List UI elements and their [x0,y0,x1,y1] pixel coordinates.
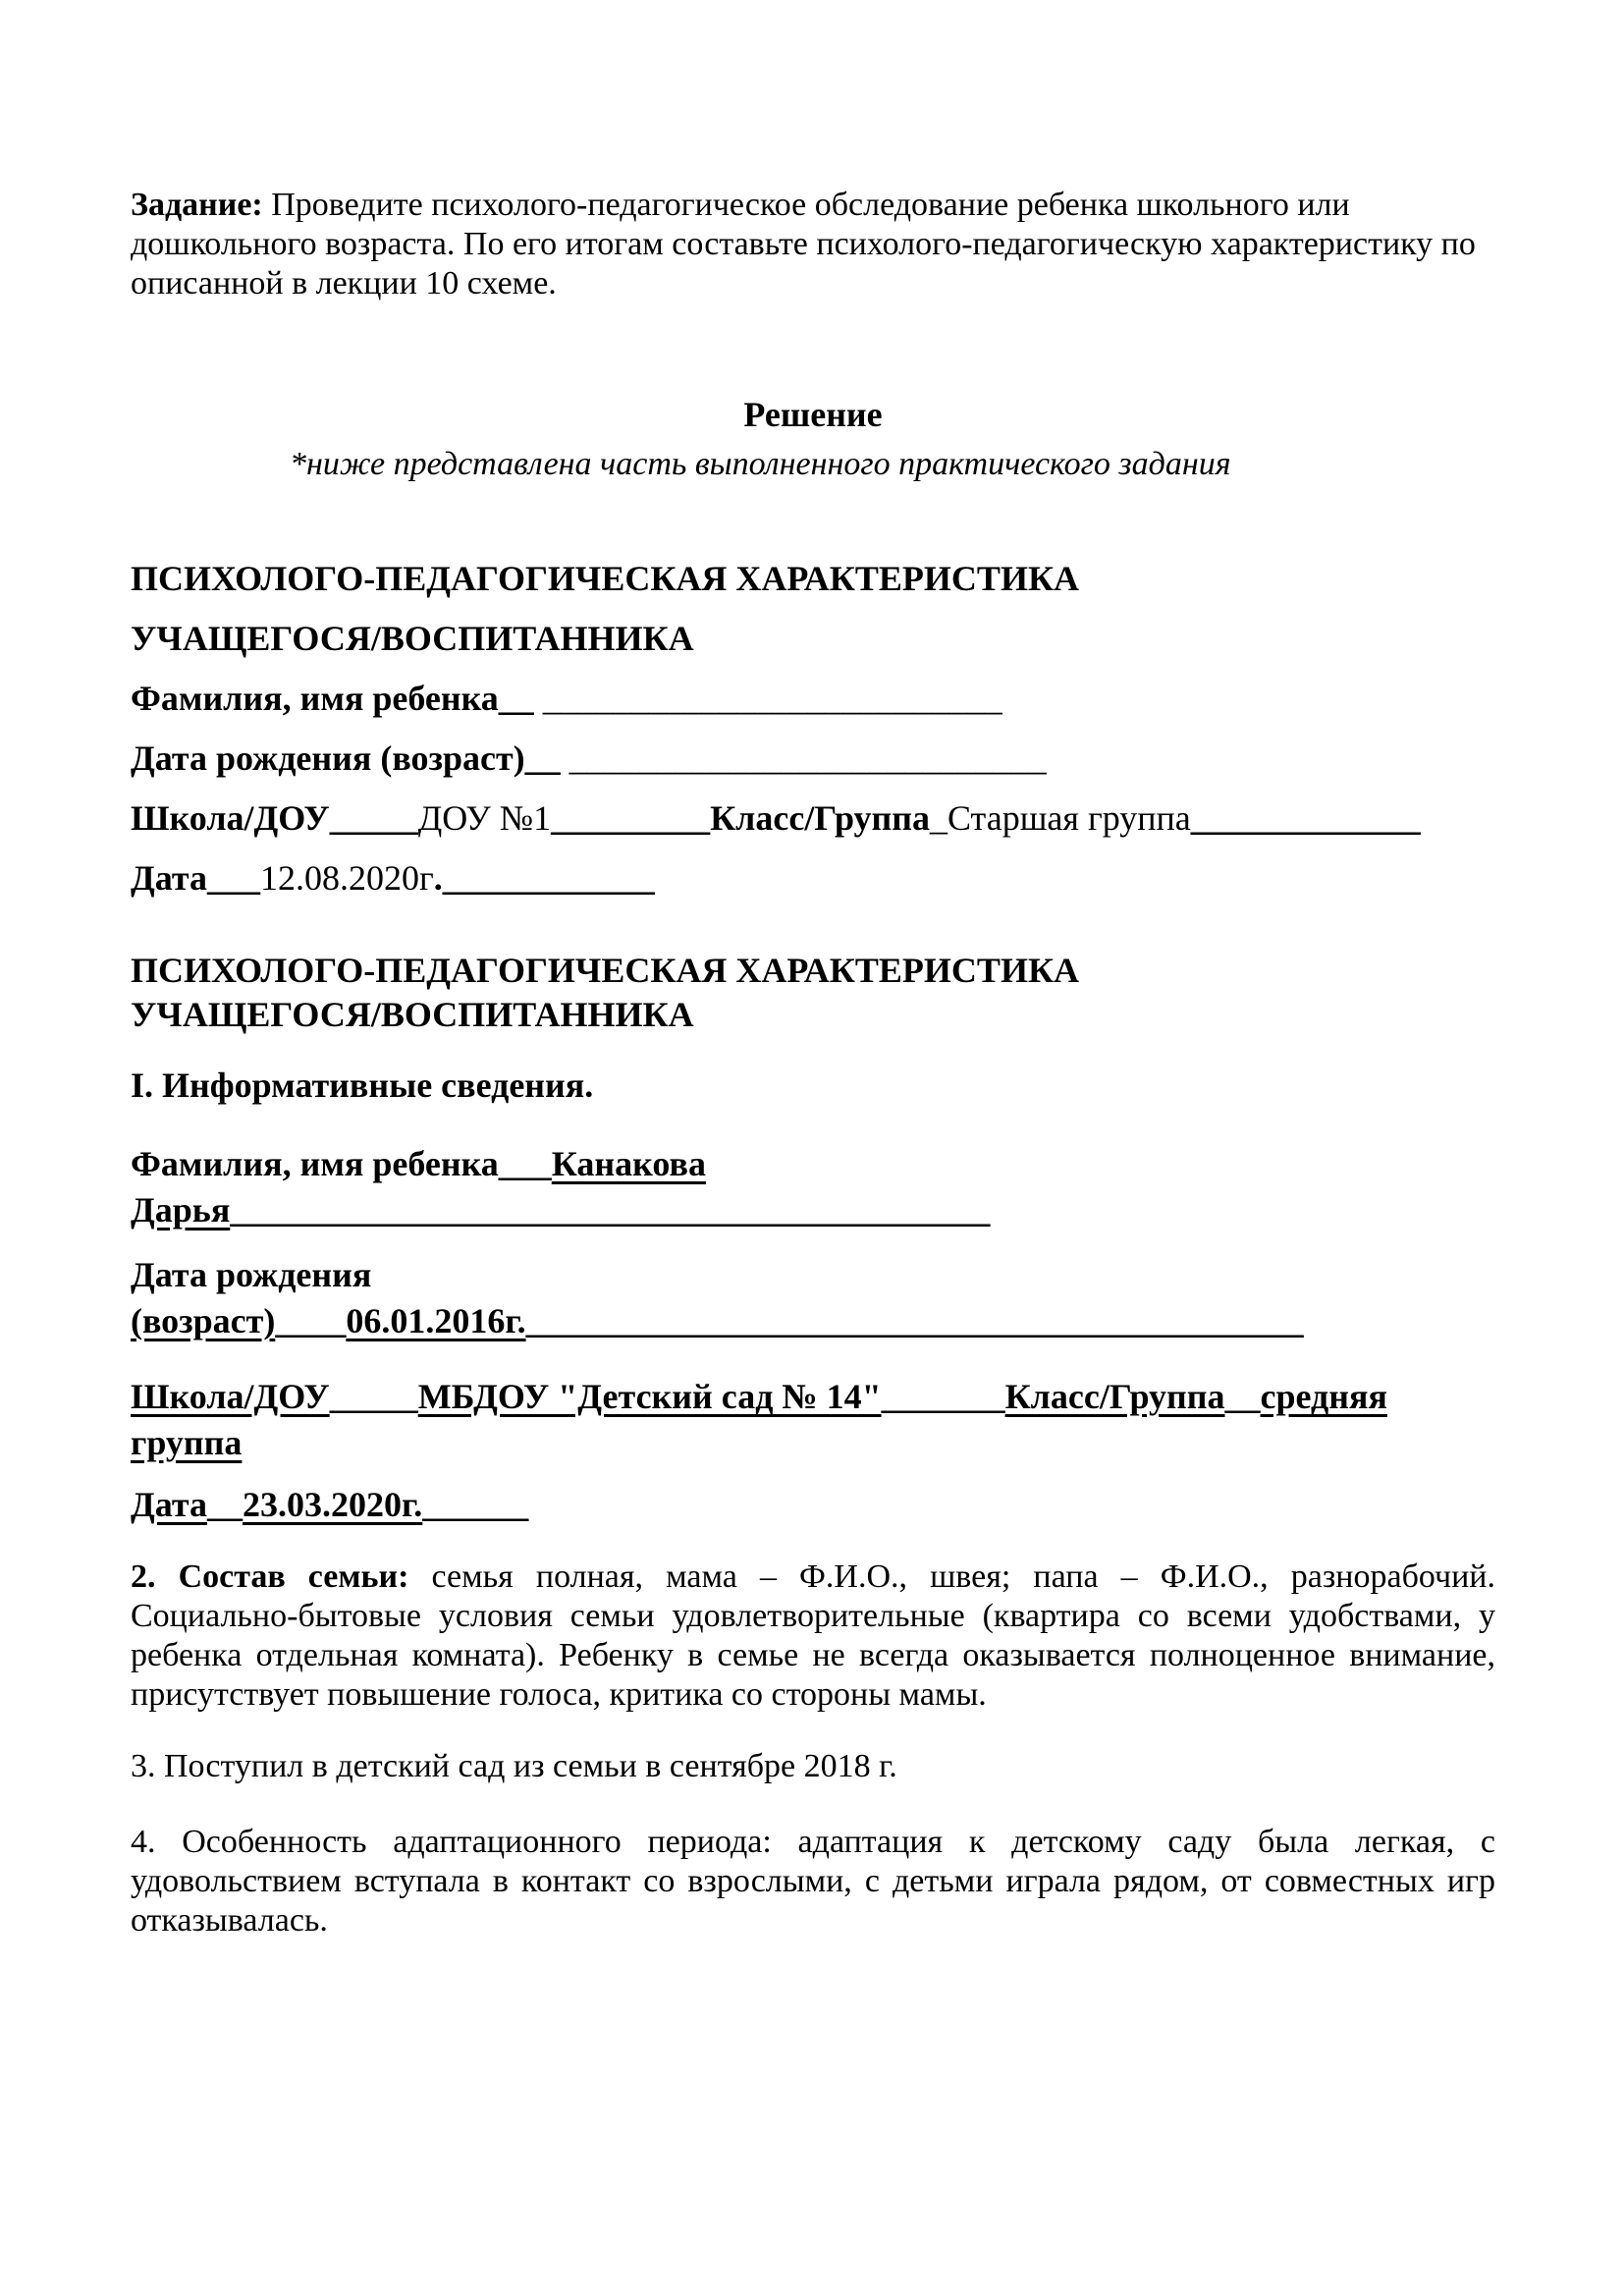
form2-date-value: 23.03.2020г. [242,1485,423,1524]
form1-class-label: Класс/Группа [710,798,931,838]
section1-title: I. Информативные сведения. [131,1066,594,1105]
form2-name-second: Дарья [131,1190,231,1230]
enrollment-paragraph: 3. Поступил в детский сад из семьи в сентябре 2018 г. [131,1748,897,1784]
family-paragraph [131,1558,1495,1715]
form2-dob-value: 06.01.2016г. [346,1301,526,1340]
form1-date-blank: .____________ [433,858,655,898]
form1-name-line [131,669,1495,729]
form2-class-value2: группа [131,1423,243,1462]
form1-title-line1: ПСИХОЛОГО-ПЕДАГОГИЧЕСКАЯ ХАРАКТЕРИСТИКА [131,559,1080,598]
form2-name-gap: ___ [498,1144,552,1183]
form1-school-label: Школа/ДОУ [131,798,330,838]
form1-name-label: Фамилия, имя ребенка [131,679,499,718]
form2-school-gap2: _______ [881,1377,1005,1416]
form2-dob-blank: ____________________________________________ [525,1301,1304,1340]
family-paragraph-text: семья полная, мама – Ф.И.О., швея; папа – Ф.И.О., разнорабочий. Социально-бытовые условия семьи удовлетворительные (квартира со всеми удобствами, у ребенка отдельная комната). Ребенку в семье не всегда оказывается полноценное внимание, присутствует повышение голоса, критика со стороны мамы. [131,1558,1495,1713]
form2-name-blank: ___________________________________________ [230,1190,991,1230]
form2-class-value1: средняя [1260,1377,1387,1416]
form2-class-gap: __ [1224,1377,1261,1416]
task-label: Задание: [131,187,263,223]
form1-school-line [131,789,1495,848]
adaptation-paragraph: 4. Особенность адаптационного периода: адаптация к детскому саду была легкая, с удовольствием вступала в контакт со взрослыми, с детьми играла рядом, от совместных игр отказывалась. [131,1824,1495,1939]
solution-heading: Решение [743,395,883,434]
form2-dob-label1: Дата рождения [131,1255,372,1294]
form1-school-gap2: _________ [551,798,711,838]
form2-title-line2: УЧАЩЕГОСЯ/ВОСПИТАННИКА [131,995,694,1034]
form1-title-line2: УЧАЩЕГОСЯ/ВОСПИТАННИКА [131,619,694,658]
form1-name-gap: __ [498,679,543,718]
form2-title-line1: ПСИХОЛОГО-ПЕДАГОГИЧЕСКАЯ ХАРАКТЕРИСТИКА [131,951,1080,990]
form2-date-blank: ______ [422,1485,529,1524]
form1-name-blank: __________________________ [542,679,1002,718]
form1-dob-label: Дата рождения (возраст) [131,738,525,778]
form2-school-label: Школа/ДОУ [131,1377,330,1416]
form2-name-first: Канакова [551,1144,706,1183]
form2-dob-line [131,1252,1495,1344]
form2-dob-gap: ____ [275,1301,347,1340]
form1-class-value: Старшая группа [947,798,1191,838]
form1-school-gap: _____ [329,798,418,838]
form1-dob-gap: __ [524,738,569,778]
form2-class-label: Класс/Группа [1004,1377,1225,1416]
form2-name-line [131,1141,1495,1233]
form2-date-line [131,1482,1495,1528]
solution-note: *ниже представлена часть выполненного практического задания [290,446,1231,482]
form2-school-gap: _____ [329,1377,418,1416]
family-paragraph-label: 2. Состав семьи: [131,1558,409,1595]
form1-dob-blank: ___________________________ [568,738,1047,778]
form2-date-label: Дата [131,1485,207,1524]
form1-class-gap: _ [930,798,948,838]
form1-date-label: Дата [131,858,207,898]
form1-school-value: ДОУ №1 [417,798,552,838]
form2-name-label: Фамилия, имя ребенка [131,1144,499,1183]
form1-class-blank: _____________ [1190,798,1421,838]
form2-date-gap: __ [206,1485,243,1524]
form2-dob-label2: (возраст) [131,1301,276,1340]
form2-school-value: МБДОУ "Детский сад № 14" [417,1377,882,1416]
task-text: Проведите психолого-педагогическое обследование ребенка школьного или дошкольного возраста. По его итогам составьте психолого-педагогическую характеристику по описанной в лекции 10 схеме. [131,187,1476,301]
form1-block [131,549,1495,908]
form1-dob-line [131,729,1495,789]
form2-title-block [131,949,1495,1037]
form1-date-line [131,848,1495,908]
form1-date-value: 12.08.2020г [259,858,434,898]
task-paragraph [131,186,1495,303]
form1-date-gap: ___ [206,858,260,898]
form2-school-line [131,1374,1495,1466]
